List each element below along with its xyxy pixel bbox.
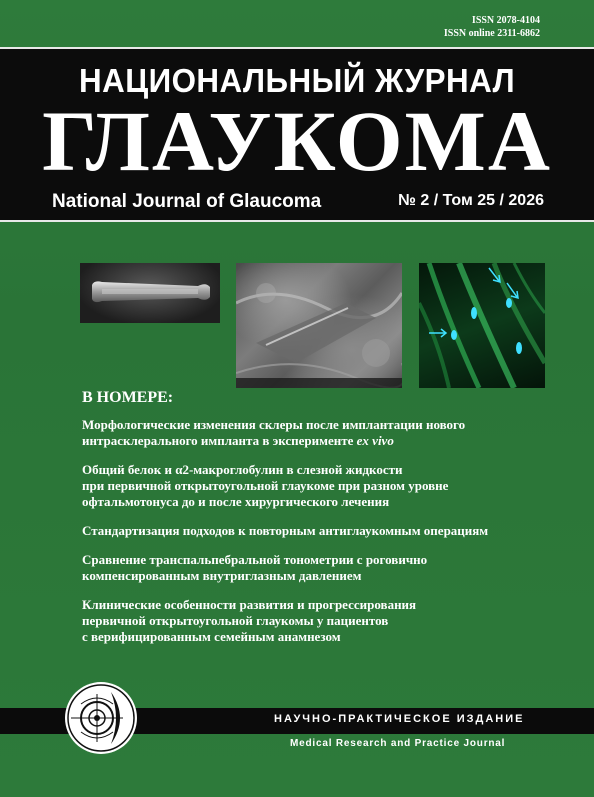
eye-logo-icon [63,680,139,756]
article-item [82,523,562,539]
article-line: при первичной открытоугольной глаукоме при разном уровне [82,478,449,493]
contents-list [82,417,562,658]
publication-type-ru: НАУЧНО-ПРАКТИЧЕСКОЕ ИЗДАНИЕ [274,713,525,725]
article-line: компенсированным внутриглазным давлением [82,568,362,583]
journal-title-main: ГЛАУКОМА [42,93,552,189]
article-line-text: интрасклерального импланта в эксперименте [82,433,357,448]
article-item [82,462,562,510]
issn-block [444,14,540,40]
journal-title-ru: НАЦИОНАЛЬНЫЙ ЖУРНАЛ [78,62,516,99]
electron-micrograph-icon [236,263,402,388]
implant-photo [80,263,220,323]
article-line: Сравнение транспальпебральной тонометрии с роговично [82,552,428,567]
issn-print: ISSN 2078-4104 [471,15,540,26]
article-item [82,417,562,449]
article-item [82,552,562,584]
contents-heading: В НОМЕРЕ: [82,389,174,406]
journal-logo [63,680,139,756]
fluorescence-micrograph-icon [419,263,545,388]
masthead-bottom-rule [0,220,594,222]
journal-title-en: National Journal of Glaucoma [52,191,322,212]
masthead-top-rule [0,47,594,49]
article-line: Общий белок и α2-макроглобулин в слезной жидкости [82,462,403,477]
implant-photo-icon [80,263,220,323]
issn-online: ISSN online 2311-6862 [443,28,540,39]
article-line: офтальмотонуса до и после хирургического лечения [82,494,390,509]
article-line [82,433,562,449]
publication-type-en: Medical Research and Practice Journal [290,738,506,749]
issue-number: № 2 / Том 25 / 2026 [398,192,544,209]
electron-micrograph [236,263,402,388]
article-line: Морфологические изменения склеры после имплантации нового [82,417,466,432]
article-line: Клинические особенности развития и прогрессирования [82,597,417,612]
article-emphasis: ex vivo [356,433,394,448]
article-line: первичной открытоугольной глаукомы у пациентов [82,613,389,628]
article-line: с верифицированным семейным анамнезом [82,629,341,644]
article-line: Стандартизация подходов к повторным антиглаукомным операциям [82,523,489,538]
article-item [82,597,562,645]
fluorescence-micrograph [419,263,545,388]
